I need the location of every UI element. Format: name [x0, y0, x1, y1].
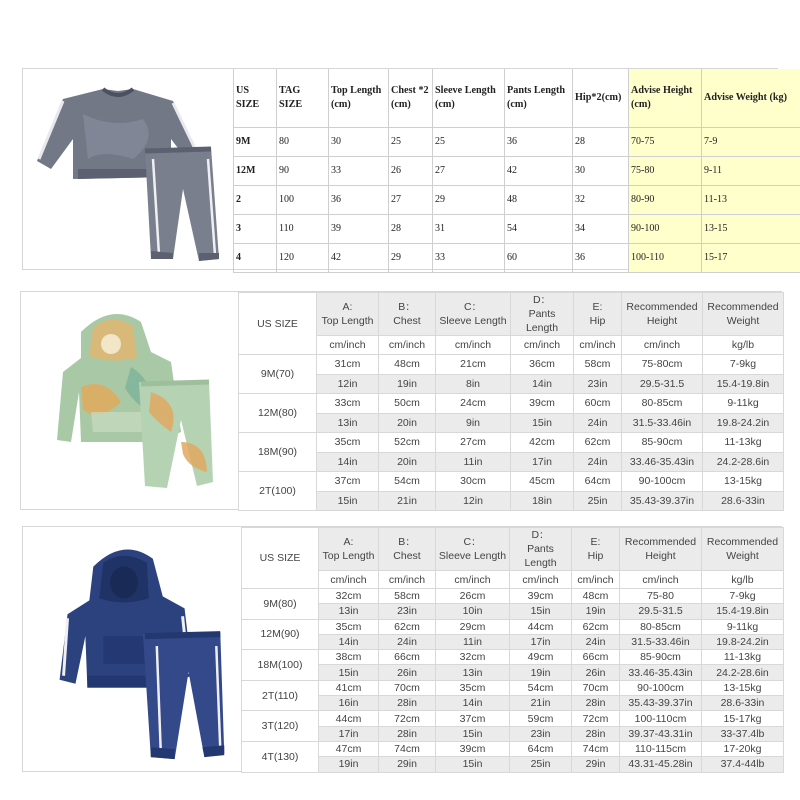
- table-cell: 19in: [572, 604, 620, 619]
- column-header: B： Chest: [379, 528, 436, 571]
- size-label: 12M(80): [239, 394, 317, 433]
- column-header: Hip*2(cm): [573, 69, 629, 127]
- table-header-row: [234, 69, 800, 127]
- unit-header: cm/inch: [436, 571, 510, 589]
- us-size-header: US SIZE: [239, 293, 317, 355]
- size-label: 4: [234, 243, 277, 272]
- table-row-inch: [242, 604, 784, 619]
- table-cell: 28: [389, 214, 433, 243]
- table-cell: 19in: [319, 757, 379, 772]
- table-cell: 34: [573, 214, 629, 243]
- table-cell: 17in: [510, 634, 572, 649]
- table-cell: 13in: [317, 413, 379, 433]
- table-row-cm: [242, 650, 784, 665]
- table-row-inch: [242, 726, 784, 741]
- size-table-3: [241, 527, 784, 773]
- table-cell: 42: [505, 156, 573, 185]
- size-label: 2T(110): [242, 680, 319, 711]
- unit-header: cm/inch: [317, 336, 379, 355]
- table-row-cm: [242, 589, 784, 604]
- table-units-row: [239, 336, 784, 355]
- table-cell: 74cm: [572, 741, 620, 756]
- table-cell: 31: [433, 214, 505, 243]
- column-header: A: Top Length: [317, 293, 379, 336]
- unit-header: cm/inch: [620, 571, 702, 589]
- table-cell: 25: [389, 127, 433, 156]
- table-cell: 44cm: [510, 619, 572, 634]
- table-row-cm: [242, 619, 784, 634]
- table-cell: 28in: [572, 696, 620, 711]
- column-header: US SIZE: [234, 69, 277, 127]
- table-cell: 10in: [436, 604, 510, 619]
- table-cell: 42: [329, 243, 389, 272]
- table-cell: 17in: [511, 452, 574, 472]
- table-cell: 39.37-43.31in: [620, 726, 702, 741]
- table-cell: 54cm: [379, 472, 436, 492]
- table-cell: 30cm: [436, 472, 511, 492]
- table-row-cm: [242, 680, 784, 695]
- table-cell: 39cm: [511, 394, 574, 414]
- table-cell: 31.5-33.46in: [620, 634, 702, 649]
- table-cell: 33cm: [317, 394, 379, 414]
- table-cell: 75-80: [629, 156, 702, 185]
- table-cell: 66cm: [379, 650, 436, 665]
- table-cell: 15in: [317, 491, 379, 511]
- size-chart-panel-1: [22, 68, 788, 270]
- table-cell: 24in: [574, 452, 622, 472]
- table-cell: 11-13kg: [703, 433, 784, 453]
- table-row: [234, 127, 800, 156]
- table-cell: 17-20kg: [702, 741, 784, 756]
- size-label: 9M(70): [239, 355, 317, 394]
- table-cell: 70cm: [572, 680, 620, 695]
- table-cell: 28: [573, 127, 629, 156]
- table-cell: 48cm: [572, 589, 620, 604]
- table-row-inch: [239, 413, 784, 433]
- table-header-row: [242, 528, 784, 571]
- table-cell: 35cm: [319, 619, 379, 634]
- table-cell: 19.8-24.2in: [703, 413, 784, 433]
- table-cell: 16in: [319, 696, 379, 711]
- table-cell: 33: [433, 243, 505, 272]
- column-header: Chest *2 (cm): [389, 69, 433, 127]
- table-row-cm: [239, 433, 784, 453]
- table-cell: 21cm: [436, 355, 511, 375]
- table-cell: 26cm: [436, 589, 510, 604]
- table-cell: 19in: [510, 665, 572, 680]
- column-header: E: Hip: [572, 528, 620, 571]
- table-cell: 13-15kg: [702, 680, 784, 695]
- table-cell: 42cm: [511, 433, 574, 453]
- table-cell: 11in: [436, 452, 511, 472]
- navy-velvet-tracksuit-photo: [23, 527, 241, 771]
- table-cell: 24.2-28.6in: [702, 665, 784, 680]
- size-label: 12M(90): [242, 619, 319, 650]
- table-cell: 90-100cm: [620, 680, 702, 695]
- table-cell: 35cm: [317, 433, 379, 453]
- table-cell: 110: [277, 214, 329, 243]
- size-label: 4T(130): [242, 741, 319, 772]
- table-cell: 72cm: [379, 711, 436, 726]
- table-cell: 15.4-19.8in: [703, 374, 784, 394]
- table-row-inch: [242, 634, 784, 649]
- table-cell: 12in: [317, 374, 379, 394]
- unit-header: cm/inch: [510, 571, 572, 589]
- column-header: Recommended Weight: [702, 528, 784, 571]
- size-chart-panel-3: [22, 526, 782, 772]
- table-cell: 80-85cm: [622, 394, 703, 414]
- table-cell: 85-90cm: [622, 433, 703, 453]
- table-cell: 100-110cm: [620, 711, 702, 726]
- table-row: [234, 243, 800, 272]
- table-cell: 75-80cm: [622, 355, 703, 375]
- table-cell: 9-11kg: [703, 394, 784, 414]
- table-row-inch: [242, 696, 784, 711]
- column-header: E: Hip: [574, 293, 622, 336]
- table-row-cm: [239, 355, 784, 375]
- table-cell: 15.4-19.8in: [702, 604, 784, 619]
- table-cell: 9in: [436, 413, 511, 433]
- table-cell: 62cm: [574, 433, 622, 453]
- table-cell: 29.5-31.5: [622, 374, 703, 394]
- table-cell: 7-9kg: [703, 355, 784, 375]
- table-cell: 25in: [510, 757, 572, 772]
- table-cell: 80-90: [629, 185, 702, 214]
- column-header: C： Sleeve Length: [436, 293, 511, 336]
- table-cell: 66cm: [572, 650, 620, 665]
- table-cell: 14in: [511, 374, 574, 394]
- table-cell: 35cm: [436, 680, 510, 695]
- table-cell: 30: [329, 127, 389, 156]
- size-label: 9M(80): [242, 589, 319, 620]
- table-cell: 14in: [317, 452, 379, 472]
- table-cell: 21in: [379, 491, 436, 511]
- table-row-cm: [242, 711, 784, 726]
- column-header: Top Length (cm): [329, 69, 389, 127]
- tie-dye-tracksuit-photo: [21, 292, 238, 509]
- table-cell: 28in: [379, 726, 436, 741]
- table-cell: 33.46-35.43in: [620, 665, 702, 680]
- table-cell: 36: [329, 185, 389, 214]
- table-cell: 33: [329, 156, 389, 185]
- size-label: 9M: [234, 127, 277, 156]
- table-cell: 33-37.4lb: [702, 726, 784, 741]
- table-cell: 90-100: [629, 214, 702, 243]
- table-cell: 23in: [574, 374, 622, 394]
- column-header: Advise Weight (kg): [702, 69, 800, 127]
- table-cell: 41cm: [319, 680, 379, 695]
- table-cell: 45cm: [511, 472, 574, 492]
- table-row: [234, 185, 800, 214]
- table-cell: 31.5-33.46in: [622, 413, 703, 433]
- unit-header: cm/inch: [622, 336, 703, 355]
- table-cell: 36cm: [511, 355, 574, 375]
- table-cell: 26: [389, 156, 433, 185]
- table-cell: 38cm: [319, 650, 379, 665]
- table-cell: 24in: [574, 413, 622, 433]
- table-cell: 29.5-31.5: [620, 604, 702, 619]
- unit-header: cm/inch: [379, 571, 436, 589]
- table-cell: 70-75: [629, 127, 702, 156]
- size-label: 18M(100): [242, 650, 319, 681]
- column-header: Recommended Weight: [703, 293, 784, 336]
- table-cell: 29in: [379, 757, 436, 772]
- table-cell: 18in: [511, 491, 574, 511]
- table-cell: 15in: [510, 604, 572, 619]
- size-label: 2: [234, 185, 277, 214]
- table-cell: 72cm: [572, 711, 620, 726]
- table-cell: 20in: [379, 452, 436, 472]
- table-cell: 47cm: [319, 741, 379, 756]
- table-cell: 15in: [319, 665, 379, 680]
- table-cell: 15in: [511, 413, 574, 433]
- table-cell: 32cm: [436, 650, 510, 665]
- table-cell: 80-85cm: [620, 619, 702, 634]
- table-cell: 25in: [574, 491, 622, 511]
- column-header: Recommended Height: [620, 528, 702, 571]
- table-cell: 36: [505, 127, 573, 156]
- table-cell: 75-80: [620, 589, 702, 604]
- table-cell: 43.31-45.28in: [620, 757, 702, 772]
- table-cell: 39: [329, 214, 389, 243]
- table-cell: 33.46-35.43in: [622, 452, 703, 472]
- table-cell: 24.2-28.6in: [703, 452, 784, 472]
- table-cell: 21in: [510, 696, 572, 711]
- table-cell: 23in: [510, 726, 572, 741]
- table-cell: 9-11kg: [702, 619, 784, 634]
- table-cell: 29: [389, 243, 433, 272]
- unit-header: cm/inch: [511, 336, 574, 355]
- table-cell: 14in: [436, 696, 510, 711]
- table-cell: 15-17kg: [702, 711, 784, 726]
- unit-header: cm/inch: [436, 336, 511, 355]
- table-cell: 29: [433, 185, 505, 214]
- size-label: 12M: [234, 156, 277, 185]
- table-cell: 90-100cm: [622, 472, 703, 492]
- table-cell: 62cm: [572, 619, 620, 634]
- column-header: Sleeve Length (cm): [433, 69, 505, 127]
- table-cell: 24in: [572, 634, 620, 649]
- table-row-cm: [239, 394, 784, 414]
- table-cell: 20in: [379, 413, 436, 433]
- table-header-row: [239, 293, 784, 336]
- table-cell: 26in: [379, 665, 436, 680]
- table-cell: 28in: [379, 696, 436, 711]
- table-cell: 13-15kg: [703, 472, 784, 492]
- table-cell: 36: [573, 243, 629, 272]
- table-cell: 54: [505, 214, 573, 243]
- table-cell: 48: [505, 185, 573, 214]
- table-cell: 35.43-39.37in: [620, 696, 702, 711]
- size-chart-panel-2: [20, 291, 782, 510]
- table-row-inch: [239, 491, 784, 511]
- table-cell: 62cm: [379, 619, 436, 634]
- table-row: [234, 214, 800, 243]
- table-cell: 7-9kg: [702, 589, 784, 604]
- table-cell: 27cm: [436, 433, 511, 453]
- table-cell: 52cm: [379, 433, 436, 453]
- column-header: Advise Height (cm): [629, 69, 702, 127]
- table-cell: 39cm: [436, 741, 510, 756]
- table-cell: 58cm: [379, 589, 436, 604]
- table-cell: 29cm: [436, 619, 510, 634]
- table-cell: 35.43-39.37in: [622, 491, 703, 511]
- table-row-cm: [239, 472, 784, 492]
- table-cell: 70cm: [379, 680, 436, 695]
- table-cell: 11-13kg: [702, 650, 784, 665]
- unit-header: kg/lb: [703, 336, 784, 355]
- column-header: A: Top Length: [319, 528, 379, 571]
- unit-header: cm/inch: [319, 571, 379, 589]
- table-cell: 26in: [572, 665, 620, 680]
- table-row-cm: [242, 741, 784, 756]
- table-cell: 37.4-44lb: [702, 757, 784, 772]
- size-label: 3T(120): [242, 711, 319, 742]
- table-cell: 64cm: [510, 741, 572, 756]
- table-cell: 120: [277, 243, 329, 272]
- table-cell: 74cm: [379, 741, 436, 756]
- table-row-inch: [239, 452, 784, 472]
- table-cell: 27: [389, 185, 433, 214]
- table-cell: 30: [573, 156, 629, 185]
- table-cell: 80: [277, 127, 329, 156]
- table-cell: 60: [505, 243, 573, 272]
- table-row-inch: [239, 374, 784, 394]
- us-size-header: US SIZE: [242, 528, 319, 589]
- table-cell: 48cm: [379, 355, 436, 375]
- table-cell: 110-115cm: [620, 741, 702, 756]
- table-cell: 24in: [379, 634, 436, 649]
- column-header: D： Pants Length: [510, 528, 572, 571]
- table-cell: 13-15: [702, 214, 800, 243]
- unit-header: cm/inch: [574, 336, 622, 355]
- column-header: D： Pants Length: [511, 293, 574, 336]
- size-table-2: [238, 292, 784, 511]
- table-cell: 60cm: [574, 394, 622, 414]
- table-cell: 32: [573, 185, 629, 214]
- column-header: C： Sleeve Length: [436, 528, 510, 571]
- table-cell: 50cm: [379, 394, 436, 414]
- size-label: 3: [234, 214, 277, 243]
- table-cell: 31cm: [317, 355, 379, 375]
- table-cell: 37cm: [317, 472, 379, 492]
- unit-header: kg/lb: [702, 571, 784, 589]
- size-table-1: [233, 69, 800, 273]
- table-cell: 17in: [319, 726, 379, 741]
- table-cell: 28in: [572, 726, 620, 741]
- table-cell: 25: [433, 127, 505, 156]
- table-cell: 59cm: [510, 711, 572, 726]
- table-cell: 15-17: [702, 243, 800, 272]
- table-cell: 39cm: [510, 589, 572, 604]
- table-row-inch: [242, 757, 784, 772]
- table-cell: 49cm: [510, 650, 572, 665]
- table-cell: 44cm: [319, 711, 379, 726]
- table-cell: 12in: [436, 491, 511, 511]
- table-cell: 8in: [436, 374, 511, 394]
- table-row: [234, 156, 800, 185]
- table-cell: 37cm: [436, 711, 510, 726]
- size-label: 18M(90): [239, 433, 317, 472]
- table-cell: 24cm: [436, 394, 511, 414]
- table-cell: 9-11: [702, 156, 800, 185]
- table-row-inch: [242, 665, 784, 680]
- column-header: TAG SIZE: [277, 69, 329, 127]
- table-cell: 15in: [436, 757, 510, 772]
- table-cell: 7-9: [702, 127, 800, 156]
- table-cell: 32cm: [319, 589, 379, 604]
- table-units-row: [242, 571, 784, 589]
- table-cell: 90: [277, 156, 329, 185]
- table-cell: 27: [433, 156, 505, 185]
- table-cell: 13in: [436, 665, 510, 680]
- unit-header: cm/inch: [379, 336, 436, 355]
- table-cell: 85-90cm: [620, 650, 702, 665]
- table-cell: 54cm: [510, 680, 572, 695]
- column-header: B： Chest: [379, 293, 436, 336]
- table-cell: 11in: [436, 634, 510, 649]
- table-cell: 100: [277, 185, 329, 214]
- table-cell: 14in: [319, 634, 379, 649]
- table-cell: 58cm: [574, 355, 622, 375]
- table-cell: 13in: [319, 604, 379, 619]
- table-cell: 100-110: [629, 243, 702, 272]
- table-cell: 19.8-24.2in: [702, 634, 784, 649]
- table-cell: 64cm: [574, 472, 622, 492]
- table-cell: 11-13: [702, 185, 800, 214]
- grey-velvet-tracksuit-photo: [23, 69, 233, 269]
- size-label: 2T(100): [239, 472, 317, 511]
- table-cell: 28.6-33in: [702, 696, 784, 711]
- table-cell: 29in: [572, 757, 620, 772]
- column-header: Pants Length (cm): [505, 69, 573, 127]
- column-header: Recommended Height: [622, 293, 703, 336]
- table-cell: 28.6-33in: [703, 491, 784, 511]
- unit-header: cm/inch: [572, 571, 620, 589]
- table-cell: 19in: [379, 374, 436, 394]
- table-cell: 15in: [436, 726, 510, 741]
- table-cell: 23in: [379, 604, 436, 619]
